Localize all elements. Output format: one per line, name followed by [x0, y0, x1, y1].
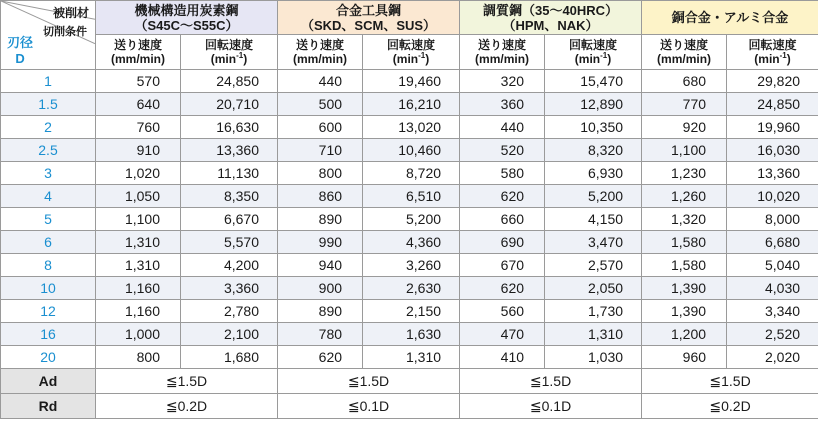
feed-rate-cell: 1,260 — [642, 185, 727, 208]
depth-limit-cell: ≦1.5D — [642, 369, 818, 394]
feed-rate-cell: 1,020 — [96, 162, 181, 185]
depth-limit-cell: ≦0.1D — [460, 394, 642, 419]
table-row — [1, 208, 818, 231]
spindle-speed-cell: 20,710 — [181, 93, 278, 116]
diameter-cell: 12 — [1, 300, 96, 323]
feed-rate-cell: 410 — [460, 346, 545, 369]
feed-rate-cell: 620 — [278, 346, 363, 369]
table-body — [1, 70, 818, 369]
spindle-speed-cell: 15,470 — [545, 70, 642, 93]
feed-rate-cell: 780 — [278, 323, 363, 346]
spindle-speed-cell: 2,570 — [545, 254, 642, 277]
diameter-cell: 1 — [1, 70, 96, 93]
spindle-speed-cell: 3,470 — [545, 231, 642, 254]
feed-rate-cell: 1,310 — [96, 254, 181, 277]
spindle-speed-cell: 19,460 — [363, 70, 460, 93]
material-grades: （SKD、SCM、SUS） — [300, 17, 437, 33]
spindle-speed-cell: 10,020 — [727, 185, 818, 208]
feed-rate-cell: 1,390 — [642, 277, 727, 300]
unit-header-row — [1, 35, 818, 70]
material-name: 機械構造用炭素鋼 — [134, 2, 239, 18]
spindle-speed-cell: 2,020 — [727, 346, 818, 369]
feed-rate-cell: 570 — [96, 70, 181, 93]
spindle-speed-cell: 8,000 — [727, 208, 818, 231]
spindle-speed-header: 回転速度 $(\min^{-1})$ — [181, 35, 278, 70]
spindle-speed-cell: 8,350 — [181, 185, 278, 208]
spindle-speed-cell: 16,030 — [727, 139, 818, 162]
feed-rate-cell: 1,580 — [642, 231, 727, 254]
spindle-speed-cell: 1,310 — [363, 346, 460, 369]
feed-rate-cell: 620 — [460, 185, 545, 208]
spindle-speed-cell: 2,150 — [363, 300, 460, 323]
material-grades: （HPM、NAK） — [502, 17, 599, 33]
material-header-prehardened-steel — [460, 1, 642, 35]
feed-rate-cell: 1,050 — [96, 185, 181, 208]
footer-label: Rd — [1, 394, 96, 419]
spindle-speed-cell: 13,360 — [181, 139, 278, 162]
material-header-copper-aluminum — [642, 1, 818, 35]
feed-rate-cell: 660 — [460, 208, 545, 231]
feed-rate-cell: 600 — [278, 116, 363, 139]
spindle-speed-cell: 3,340 — [727, 300, 818, 323]
feed-rate-cell: 640 — [96, 93, 181, 116]
material-header-alloy-tool-steel — [278, 1, 460, 35]
table-row — [1, 323, 818, 346]
table-row — [1, 162, 818, 185]
spindle-speed-header: 回転速度 $(\min^{-1})$ — [727, 35, 818, 70]
feed-rate-header: 送り速度 (mm/min) — [96, 35, 181, 70]
feed-rate-header: 送り速度 (mm/min) — [642, 35, 727, 70]
diameter-cell: 16 — [1, 323, 96, 346]
footer-label: Ad — [1, 369, 96, 394]
feed-rate-cell: 760 — [96, 116, 181, 139]
spindle-speed-cell: 5,570 — [181, 231, 278, 254]
feed-rate-cell: 770 — [642, 93, 727, 116]
diameter-cell: 1.5 — [1, 93, 96, 116]
feed-rate-cell: 800 — [96, 346, 181, 369]
spindle-speed-cell: 8,720 — [363, 162, 460, 185]
table-row — [1, 346, 818, 369]
footer-row — [1, 369, 818, 394]
spindle-speed-header: 回転速度 $(\min^{-1})$ — [363, 35, 460, 70]
spindle-speed-cell: 1,030 — [545, 346, 642, 369]
feed-rate-cell: 890 — [278, 300, 363, 323]
table-row — [1, 93, 818, 116]
spindle-speed-cell: 1,680 — [181, 346, 278, 369]
feed-rate-cell: 900 — [278, 277, 363, 300]
spindle-speed-cell: 2,520 — [727, 323, 818, 346]
table-row — [1, 139, 818, 162]
spindle-speed-cell: 1,630 — [363, 323, 460, 346]
diameter-cell: 4 — [1, 185, 96, 208]
feed-rate-cell: 580 — [460, 162, 545, 185]
feed-rate-cell: 670 — [460, 254, 545, 277]
diameter-cell: 20 — [1, 346, 96, 369]
feed-rate-cell: 620 — [460, 277, 545, 300]
spindle-speed-cell: 6,670 — [181, 208, 278, 231]
material-header-carbon-steel — [96, 1, 278, 35]
spindle-speed-cell: 5,040 — [727, 254, 818, 277]
feed-rate-cell: 1,000 — [96, 323, 181, 346]
spindle-speed-cell: 5,200 — [363, 208, 460, 231]
spindle-speed-cell: 16,630 — [181, 116, 278, 139]
feed-rate-cell: 1,390 — [642, 300, 727, 323]
spindle-speed-cell: 29,820 — [727, 70, 818, 93]
feed-rate-cell: 800 — [278, 162, 363, 185]
feed-rate-cell: 1,200 — [642, 323, 727, 346]
feed-rate-cell: 360 — [460, 93, 545, 116]
table-row — [1, 254, 818, 277]
spindle-speed-cell: 1,730 — [545, 300, 642, 323]
table-row — [1, 185, 818, 208]
spindle-speed-cell: 24,850 — [181, 70, 278, 93]
diameter-cell: 2 — [1, 116, 96, 139]
feed-rate-header: 送り速度 (mm/min) — [460, 35, 545, 70]
material-name: 調質鋼（35～40HRC） — [482, 2, 619, 18]
depth-limit-cell: ≦1.5D — [96, 369, 278, 394]
spindle-speed-cell: 24,850 — [727, 93, 818, 116]
spindle-speed-cell: 2,630 — [363, 277, 460, 300]
feed-rate-cell: 690 — [460, 231, 545, 254]
spindle-speed-cell: 13,360 — [727, 162, 818, 185]
spindle-speed-cell: 6,510 — [363, 185, 460, 208]
feed-rate-cell: 1,230 — [642, 162, 727, 185]
feed-rate-cell: 1,580 — [642, 254, 727, 277]
feed-rate-cell: 520 — [460, 139, 545, 162]
feed-rate-cell: 920 — [642, 116, 727, 139]
feed-rate-cell: 560 — [460, 300, 545, 323]
spindle-speed-cell: 6,680 — [727, 231, 818, 254]
depth-limit-cell: ≦1.5D — [278, 369, 460, 394]
spindle-speed-cell: 10,350 — [545, 116, 642, 139]
depth-limit-cell: ≦0.2D — [642, 394, 818, 419]
diameter-cell: 10 — [1, 277, 96, 300]
workpiece-material-label: 被削材 — [52, 6, 89, 20]
spindle-speed-cell: 13,020 — [363, 116, 460, 139]
spindle-speed-cell: 10,460 — [363, 139, 460, 162]
feed-rate-cell: 1,160 — [96, 300, 181, 323]
depth-limit-cell: ≦0.1D — [278, 394, 460, 419]
feed-rate-cell: 440 — [278, 70, 363, 93]
feed-rate-cell: 860 — [278, 185, 363, 208]
feed-rate-cell: 940 — [278, 254, 363, 277]
diameter-cell: 2.5 — [1, 139, 96, 162]
feed-rate-cell: 990 — [278, 231, 363, 254]
table-row — [1, 277, 818, 300]
material-name: 合金工具鋼 — [336, 2, 402, 18]
diameter-cell: 5 — [1, 208, 96, 231]
feed-rate-cell: 890 — [278, 208, 363, 231]
feed-rate-cell: 1,100 — [642, 139, 727, 162]
spindle-speed-cell: 8,320 — [545, 139, 642, 162]
feed-rate-cell: 320 — [460, 70, 545, 93]
feed-rate-cell: 1,160 — [96, 277, 181, 300]
spindle-speed-header: 回転速度 $(\min^{-1})$ — [545, 35, 642, 70]
feed-rate-header: 送り速度 (mm/min) — [278, 35, 363, 70]
feed-rate-cell: 470 — [460, 323, 545, 346]
table-row — [1, 300, 818, 323]
feed-rate-cell: 440 — [460, 116, 545, 139]
feed-rate-cell: 680 — [642, 70, 727, 93]
spindle-speed-cell: 19,960 — [727, 116, 818, 139]
diameter-symbol: D — [15, 51, 25, 66]
spindle-speed-cell: 2,780 — [181, 300, 278, 323]
table-corner-header — [1, 1, 96, 70]
feed-rate-cell: 1,100 — [96, 208, 181, 231]
depth-limit-cell: ≦1.5D — [460, 369, 642, 394]
spindle-speed-cell: 3,260 — [363, 254, 460, 277]
table-row — [1, 116, 818, 139]
spindle-speed-cell: 4,200 — [181, 254, 278, 277]
diameter-label — [7, 35, 33, 67]
diameter-cell: 8 — [1, 254, 96, 277]
table-footer — [1, 369, 818, 419]
spindle-speed-cell: 2,100 — [181, 323, 278, 346]
spindle-speed-cell: 3,360 — [181, 277, 278, 300]
material-grades: （S45C～S55C） — [134, 17, 239, 33]
spindle-speed-cell: 4,360 — [363, 231, 460, 254]
footer-row — [1, 394, 818, 419]
spindle-speed-cell: 4,030 — [727, 277, 818, 300]
feed-rate-cell: 500 — [278, 93, 363, 116]
spindle-speed-cell: 16,210 — [363, 93, 460, 116]
spindle-speed-cell: 11,130 — [181, 162, 278, 185]
feed-rate-cell: 960 — [642, 346, 727, 369]
spindle-speed-cell: 5,200 — [545, 185, 642, 208]
table-row — [1, 231, 818, 254]
diameter-label-text: 刃径 — [7, 35, 34, 50]
cutting-condition-label: 切削条件 — [43, 26, 87, 38]
material-name: 銅合金・アルミ合金 — [671, 10, 789, 25]
spindle-speed-cell: 4,150 — [545, 208, 642, 231]
feed-rate-cell: 1,320 — [642, 208, 727, 231]
feed-rate-cell: 1,310 — [96, 231, 181, 254]
table-row — [1, 70, 818, 93]
spindle-speed-cell: 12,890 — [545, 93, 642, 116]
diameter-cell: 6 — [1, 231, 96, 254]
spindle-speed-cell: 1,310 — [545, 323, 642, 346]
spindle-speed-cell: 2,050 — [545, 277, 642, 300]
depth-limit-cell: ≦0.2D — [96, 394, 278, 419]
feed-rate-cell: 910 — [96, 139, 181, 162]
feed-rate-cell: 710 — [278, 139, 363, 162]
diameter-cell: 3 — [1, 162, 96, 185]
spindle-speed-cell: 6,930 — [545, 162, 642, 185]
